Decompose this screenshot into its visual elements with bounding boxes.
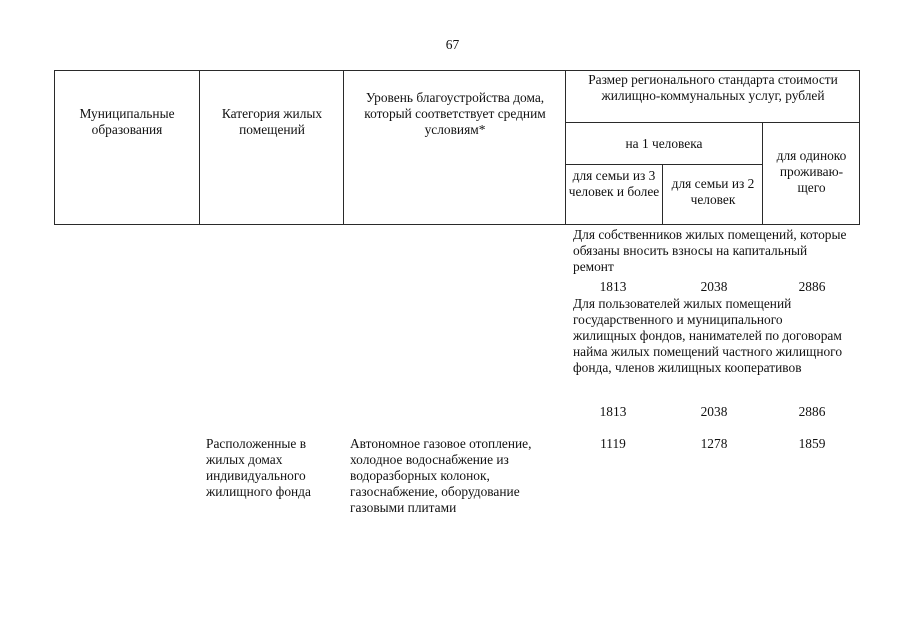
header-left-border — [54, 70, 55, 225]
value-single: 1859 — [798, 436, 826, 451]
header-single: для одиноко проживаю-щего — [776, 148, 847, 195]
header-family-2: для семьи из 2 человек — [671, 176, 755, 207]
header-per-person: на 1 человека — [625, 136, 703, 151]
header-standard-size: Размер регионального стандарта стоимости жилищно-коммунальных услуг, рублей — [588, 72, 838, 103]
value-single: 2886 — [798, 404, 826, 419]
header-col-divider-3 — [565, 70, 566, 225]
header-divider-per-person — [565, 122, 860, 123]
header-bottom-border — [54, 224, 860, 225]
value-family-2: 1278 — [700, 436, 728, 451]
header-divider-family — [565, 164, 763, 165]
section-title: Для собственников жилых помещений, которые обязаны вносить взносы на капитальный ремонт — [573, 227, 847, 274]
header-municipal: Муниципальные образования — [79, 106, 175, 137]
header-category: Категория жилых помещений — [221, 106, 323, 137]
header-col-divider-5 — [762, 122, 763, 225]
row-category: Расположенные в жилых домах индивидуального жилищного фонда — [206, 436, 311, 499]
value-family-2: 2038 — [700, 404, 728, 419]
value-family-3: 1813 — [599, 404, 627, 419]
page-number: 67 — [445, 37, 460, 52]
header-col-divider-2 — [343, 70, 344, 225]
value-family-2: 2038 — [700, 279, 728, 294]
header-top-border — [54, 70, 860, 71]
header-col-divider-1 — [199, 70, 200, 225]
value-family-3: 1119 — [600, 436, 626, 451]
header-col-divider-4 — [662, 164, 663, 225]
value-family-3: 1813 — [599, 279, 627, 294]
header-right-border — [859, 70, 860, 225]
section-title: Для пользователей жилых помещений государственного и муниципального жилищных фондов, нанимателей по договорам найма жилых помещений частного жилищного фонда, членов жилищных кооперативов — [573, 296, 843, 375]
row-amenity: Автономное газовое отопление, холодное водоснабжение из водоразборных колонок, газоснабжение, оборудование газовыми плитами — [350, 436, 532, 515]
header-family-3: для семьи из 3 человек и более — [568, 168, 660, 199]
header-amenity-level: Уровень благоустройства дома, который соответствует средним условиям* — [364, 90, 546, 137]
value-single: 2886 — [798, 279, 826, 294]
